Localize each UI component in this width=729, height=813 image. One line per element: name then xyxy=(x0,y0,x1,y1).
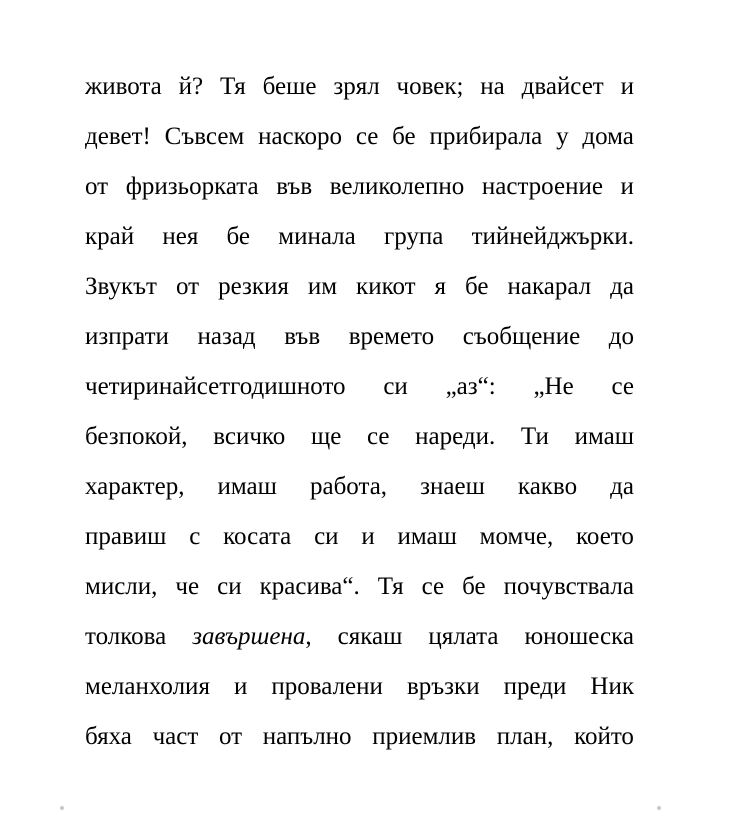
italic-word: завършена xyxy=(192,623,306,650)
text-word: който xyxy=(574,723,634,750)
text-word: нея xyxy=(162,223,199,250)
text-word: „Не xyxy=(533,373,574,400)
body-text xyxy=(85,62,634,762)
text-word: й? xyxy=(178,73,204,100)
text-word: част xyxy=(152,723,199,750)
text-word: тийнейджърки. xyxy=(471,223,634,250)
text-word: девет! xyxy=(85,123,151,150)
page-corner-mark-left xyxy=(60,806,64,810)
text-word: че xyxy=(175,573,200,600)
text-word: у xyxy=(556,123,569,150)
text-word: план, xyxy=(496,723,554,750)
text-word: и xyxy=(620,173,634,200)
text-word: двайсет xyxy=(521,73,604,100)
text-word: бе xyxy=(465,273,489,300)
text-word: се xyxy=(366,423,390,450)
text-word: какво xyxy=(517,473,578,500)
text-word: времето xyxy=(348,323,435,350)
text-word: накарал xyxy=(507,273,592,300)
text-word: си xyxy=(314,523,339,550)
text-word: имаш xyxy=(217,473,277,500)
text-word: живота xyxy=(85,73,162,100)
text-word: се xyxy=(355,123,379,150)
text-word: беше xyxy=(262,73,317,100)
text-word: наскоро xyxy=(258,123,343,150)
text-word: което xyxy=(576,523,634,550)
text-word: резкия xyxy=(218,273,289,300)
text-word: бе xyxy=(226,223,251,250)
text-line xyxy=(85,462,634,512)
text-word: характер, xyxy=(85,473,185,500)
text-word: на xyxy=(480,73,505,100)
text-word: провалени xyxy=(271,673,383,700)
text-word: Ник xyxy=(590,673,634,700)
text-word: Съвсем xyxy=(164,123,245,150)
text-word: меланхолия xyxy=(85,673,210,700)
text-word: се xyxy=(611,373,634,400)
text-line xyxy=(85,712,634,762)
text-line xyxy=(85,412,634,462)
text-word: от xyxy=(218,723,243,750)
text-word: дома xyxy=(582,123,634,150)
text-word: и xyxy=(620,73,634,100)
text-word: зрял xyxy=(333,73,380,100)
text-word: Ти xyxy=(520,423,549,450)
text-word: напълно xyxy=(262,723,352,750)
text-line xyxy=(85,312,634,362)
text-word: се xyxy=(421,573,445,600)
text-word: Звукът xyxy=(85,273,157,300)
text-word: толкова xyxy=(85,623,167,650)
text-word: имаш xyxy=(397,523,457,550)
text-line xyxy=(85,562,634,612)
text-line xyxy=(85,362,634,412)
text-word: сякаш xyxy=(337,623,403,650)
text-word: великолепно xyxy=(329,173,465,200)
text-word: и xyxy=(361,523,375,550)
text-word: да xyxy=(610,273,634,300)
text-word: ще xyxy=(310,423,342,450)
text-word: и xyxy=(233,673,248,700)
text-word: група xyxy=(383,223,444,250)
text-word: правиш xyxy=(85,523,167,550)
text-word: работа, xyxy=(309,473,388,500)
text-word: във xyxy=(276,173,313,200)
text-word: юношеска xyxy=(524,623,634,650)
page-corner-mark-right xyxy=(657,806,661,810)
text-word: всичко xyxy=(213,423,286,450)
text-word: изпрати xyxy=(85,323,169,350)
text-word: бе xyxy=(392,123,416,150)
text-word: си xyxy=(383,373,408,400)
text-word: почувствала xyxy=(503,573,634,600)
text-word: Тя xyxy=(377,573,404,600)
text-word: преди xyxy=(503,673,567,700)
text-word: назад xyxy=(197,323,256,350)
text-word: прибирала xyxy=(429,123,543,150)
text-word: цялата xyxy=(428,623,499,650)
text-word: си xyxy=(217,573,242,600)
text-word: Тя xyxy=(219,73,246,100)
text-word: с xyxy=(189,523,201,550)
text-word: четиринайсетгодишното xyxy=(85,373,346,400)
text-word: им xyxy=(307,273,338,300)
text-word: мисли, xyxy=(85,573,158,600)
text-word: красива“. xyxy=(259,573,360,600)
text-word: безпокой, xyxy=(85,423,188,450)
text-line xyxy=(85,512,634,562)
text-word: връзки xyxy=(406,673,480,700)
text-word: до xyxy=(608,323,634,350)
text-word: имаш xyxy=(574,423,634,450)
text-word: кикот xyxy=(356,273,416,300)
text-word: я xyxy=(434,273,447,300)
text-word: човек; xyxy=(396,73,464,100)
text-word: настроение xyxy=(481,173,603,200)
text-word: бе xyxy=(462,573,486,600)
text-word: фризьорката xyxy=(125,173,259,200)
text-word: бяха xyxy=(85,723,132,750)
text-word: минала xyxy=(278,223,356,250)
text-line xyxy=(85,612,634,662)
text-word: съобщение xyxy=(462,323,581,350)
text-word: да xyxy=(610,473,634,500)
text-word: нареди. xyxy=(415,423,496,450)
text-word: знаеш xyxy=(420,473,485,500)
text-word: във xyxy=(284,323,321,350)
text-word: косата xyxy=(223,523,292,550)
text-line xyxy=(85,662,634,712)
text-line xyxy=(85,112,634,162)
text-line xyxy=(85,62,634,112)
text-word: „аз“: xyxy=(445,373,496,400)
text-word: от xyxy=(85,173,109,200)
text-word: приемлив xyxy=(372,723,477,750)
text-line xyxy=(85,212,634,262)
text-word: момче, xyxy=(479,523,554,550)
text-word: завършена, xyxy=(192,623,312,650)
text-line xyxy=(85,262,634,312)
text-line xyxy=(85,162,634,212)
text-word: край xyxy=(85,223,135,250)
text-word: от xyxy=(175,273,200,300)
